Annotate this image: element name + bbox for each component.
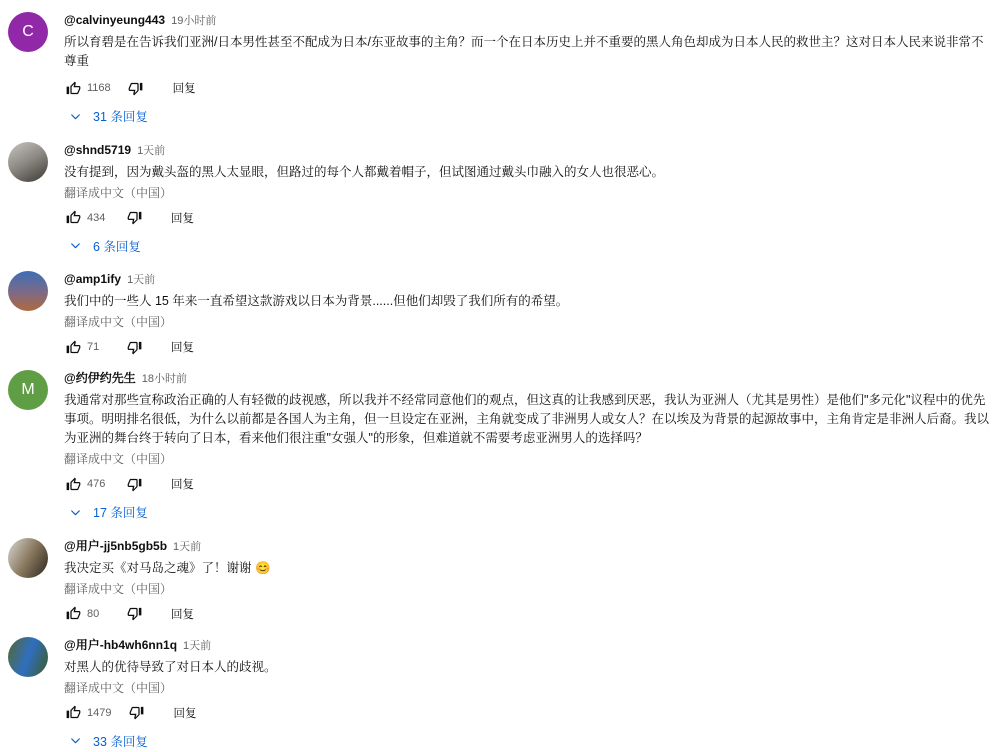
thumb-up-icon [66, 210, 81, 225]
comment-actions [64, 704, 990, 722]
comment-body [64, 142, 990, 258]
avatar[interactable] [8, 370, 48, 410]
thumb-down-icon [128, 81, 143, 96]
comment-author[interactable]: @约伊约先生 [64, 371, 136, 386]
avatar-letter: M [21, 381, 34, 399]
comment-author[interactable]: @用户-hb4wh6nn1q [64, 638, 177, 653]
comment-timestamp[interactable]: 1天前 [127, 273, 155, 288]
avatar[interactable] [8, 271, 48, 311]
dislike-button[interactable] [127, 79, 145, 97]
reply-button[interactable]: 回复 [171, 210, 194, 226]
avatar[interactable] [8, 637, 48, 677]
comment-header [64, 272, 990, 288]
like-count: 476 [87, 478, 109, 490]
chevron-down-icon [69, 239, 82, 252]
like-count: 80 [87, 608, 109, 620]
like-button[interactable] [64, 704, 82, 722]
replies-toggle[interactable] [64, 732, 148, 750]
comment-body [64, 538, 990, 623]
comment-timestamp[interactable]: 18小时前 [142, 372, 187, 387]
comment-timestamp[interactable]: 19小时前 [171, 14, 216, 29]
comment-text: 我决定买《对马岛之魂》了！谢谢 😊 [64, 559, 990, 578]
comment-thread [8, 637, 990, 752]
comment-text: 我通常对那些宣称政治正确的人有轻微的歧视感，所以我并不经常同意他们的观点，但这真的让我感到厌恶，我认为亚洲人（尤其是男性）是他们"多元化"议程中的优先事项。明明排名很低，为什么以前都是各国人为主角，但一旦设定在亚洲，主角就变成了非洲男人或女人？在以埃及为背景的起源故事中，主角肯定是非洲人后裔。我以为亚洲的舞台终于转向了日本，看来他们很注重"女强人"的形象，但难道就不需要考虑亚洲男人的选择吗？ [64, 391, 990, 448]
translate-link[interactable]: 翻译成中文（中国） [64, 314, 172, 330]
avatar[interactable] [8, 12, 48, 52]
comment-text: 对黑人的优待导致了对日本人的歧视。 [64, 658, 990, 677]
like-button[interactable] [64, 475, 82, 493]
comment-text: 我们中的一些人 15 年来一直希望这款游戏以日本为背景......但他们却毁了我们所有的希望。 [64, 292, 990, 311]
comment-thread [8, 142, 990, 258]
reply-button[interactable]: 回复 [171, 339, 194, 355]
comment-header [64, 13, 990, 29]
like-count: 1168 [87, 82, 111, 94]
reply-button[interactable]: 回复 [171, 606, 194, 622]
replies-toggle[interactable] [64, 237, 141, 255]
comment-actions [64, 475, 990, 493]
comment-timestamp[interactable]: 1天前 [137, 144, 165, 159]
dislike-button[interactable] [127, 704, 145, 722]
comment-header [64, 143, 990, 159]
translate-link[interactable]: 翻译成中文（中国） [64, 680, 172, 696]
replies-toggle[interactable] [64, 503, 148, 521]
comment-body [64, 370, 990, 524]
avatar[interactable] [8, 142, 48, 182]
thumb-down-icon [127, 606, 142, 621]
comment-body [64, 637, 990, 752]
thumb-down-icon [127, 210, 142, 225]
comment-author[interactable]: @shnd5719 [64, 143, 131, 158]
comment-timestamp[interactable]: 1天前 [183, 639, 211, 654]
dislike-button[interactable] [125, 605, 143, 623]
comment-header [64, 539, 990, 555]
chevron-down-icon [69, 506, 82, 519]
comment-author[interactable]: @用户-jj5nb5gb5b [64, 539, 167, 554]
comment-author[interactable]: @amp1ify [64, 272, 121, 287]
replies-count-label: 17 条回复 [93, 503, 148, 521]
like-count: 1479 [87, 707, 111, 719]
thumb-down-icon [127, 340, 142, 355]
comment-header [64, 371, 990, 387]
chevron-down-icon [69, 110, 82, 123]
comment-author[interactable]: @calvinyeung443 [64, 13, 165, 28]
comment-body [64, 271, 990, 356]
comment-thread [8, 538, 990, 623]
comment-actions [64, 338, 990, 356]
dislike-button[interactable] [125, 209, 143, 227]
comment-timestamp[interactable]: 1天前 [173, 540, 201, 555]
replies-count-label: 33 条回复 [93, 732, 148, 750]
replies-count-label: 6 条回复 [93, 237, 141, 255]
dislike-button[interactable] [125, 338, 143, 356]
comment-thread [8, 12, 990, 128]
like-count: 71 [87, 341, 109, 353]
replies-toggle[interactable] [64, 107, 148, 125]
thumb-up-icon [66, 340, 81, 355]
comment-actions [64, 79, 990, 97]
replies-count-label: 31 条回复 [93, 107, 148, 125]
avatar[interactable] [8, 538, 48, 578]
reply-button[interactable]: 回复 [173, 705, 196, 721]
reply-button[interactable]: 回复 [173, 80, 196, 96]
comment-actions [64, 209, 990, 227]
comment-text: 所以育碧是在告诉我们亚洲/日本男性甚至不配成为日本/东亚故事的主角？而一个在日本历史上并不重要的黑人角色却成为日本人民的救世主？这对日本人民来说非常不尊重 [64, 33, 990, 71]
like-button[interactable] [64, 209, 82, 227]
comment-text: 没有提到，因为戴头盔的黑人太显眼，但路过的每个人都戴着帽子，但试图通过戴头巾融入的女人也很恶心。 [64, 163, 990, 182]
avatar-letter: C [22, 23, 34, 41]
like-button[interactable] [64, 338, 82, 356]
like-count: 434 [87, 212, 109, 224]
dislike-button[interactable] [125, 475, 143, 493]
thumb-up-icon [66, 606, 81, 621]
thumb-down-icon [127, 477, 142, 492]
like-button[interactable] [64, 605, 82, 623]
thumb-up-icon [66, 705, 81, 720]
translate-link[interactable]: 翻译成中文（中国） [64, 185, 172, 201]
thumb-up-icon [66, 477, 81, 492]
reply-button[interactable]: 回复 [171, 476, 194, 492]
comment-thread [8, 271, 990, 356]
comment-header [64, 638, 990, 654]
comment-body [64, 12, 990, 128]
thumb-up-icon [66, 81, 81, 96]
translate-link[interactable]: 翻译成中文（中国） [64, 451, 172, 467]
thumb-down-icon [129, 705, 144, 720]
translate-link[interactable]: 翻译成中文（中国） [64, 581, 172, 597]
comment-thread [8, 370, 990, 524]
like-button[interactable] [64, 79, 82, 97]
chevron-down-icon [69, 734, 82, 747]
comment-actions [64, 605, 990, 623]
